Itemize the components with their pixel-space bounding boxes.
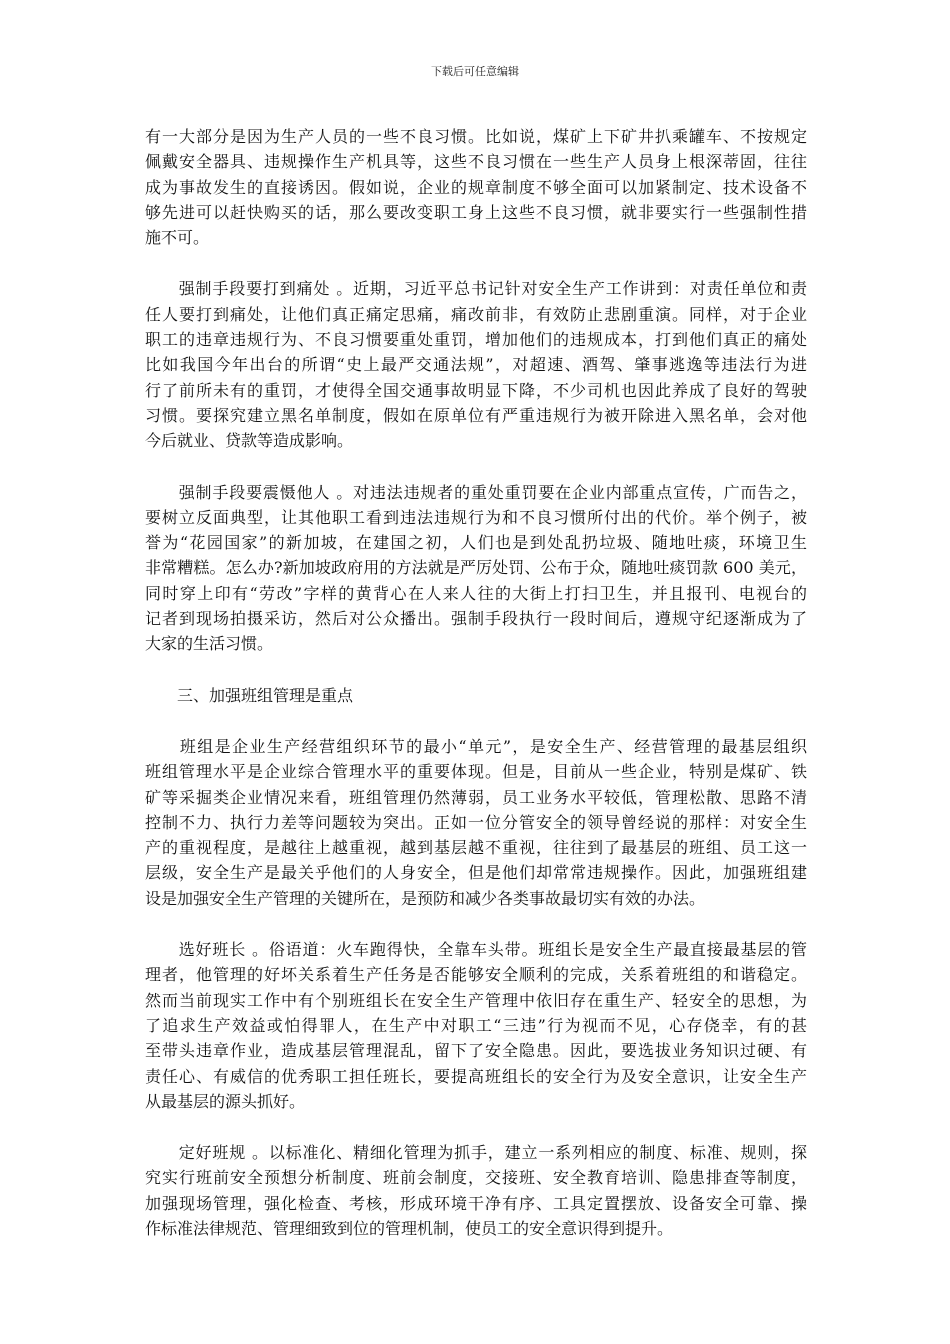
text-line: 作标准法律规范、管理细致到位的管理机制，使员工的安全意识得到提升。	[145, 1218, 674, 1238]
paragraph-p7	[145, 1140, 807, 1241]
text-line: 习惯。要探究建立黑名单制度，假如在原单位有严重违规行为被开除进入黑名单，会对他	[145, 405, 807, 425]
text-line: 同时穿上印有“劳改”字样的黄背心在人来人往的大街上打扫卫生，并且报刊、电视台的	[145, 583, 807, 603]
text-line: 至带头违章作业，造成基层管理混乱，留下了安全隐患。因此，要选拔业务知识过硬、有	[145, 1041, 807, 1061]
paragraph-spacer	[145, 911, 807, 937]
text-line: 强制手段要震慑他人 。对违法违规者的重处重罚要在企业内部重点宣传，广而告之，	[145, 482, 807, 502]
paragraph-spacer	[145, 454, 807, 480]
paragraph-p1	[145, 124, 807, 250]
text-line: 设是加强安全生产管理的关键所在，是预防和减少各类事故最切实有效的办法。	[145, 888, 706, 908]
text-line: 有一大部分是因为生产人员的一些不良习惯。比如说，煤矿上下矿井扒乘罐车、不按规定	[145, 127, 807, 146]
text-line: 任人要打到痛处，让他们真正痛定思痛，痛改前非，有效防止悲剧重演。同样，对于企业	[145, 304, 807, 324]
text-line: 大家的生活习惯。	[145, 634, 274, 654]
text-line: 强制手段要打到痛处 。近期，习近平总书记针对安全生产工作讲到：对责任单位和责	[145, 279, 807, 299]
paragraph-spacer	[145, 708, 807, 734]
text-line: 要树立反面典型，让其他职工看到违法违规行为和不良习惯所付出的代价。举个例子，被	[145, 507, 807, 527]
text-line: 今后就业、贷款等造成影响。	[145, 431, 354, 451]
paragraph-p2	[145, 276, 807, 453]
paragraph-p5	[145, 734, 807, 911]
text-line: 班组是企业生产经营组织环节的最小“单元”，是安全生产、经营管理的最基层组织	[145, 736, 807, 756]
text-line: 加强现场管理，强化检查、考核，形成环境干净有序、工具定置摆放、设备安全可靠、操	[145, 1193, 807, 1213]
text-line: 层级，安全生产是最关乎他们的人身安全，但是他们却常常违规操作。因此，加强班组建	[145, 863, 807, 883]
text-line: 理者，他管理的好坏关系着生产任务是否能够安全顺利的完成，关系着班组的和谐稳定。	[145, 965, 807, 985]
text-line: 施不可。	[145, 228, 210, 248]
text-line: 够先进可以赶快购买的话，那么要改变职工身上这些不良习惯，就非要实行一些强制性措	[145, 202, 807, 222]
paragraph-p6	[145, 937, 807, 1114]
paragraph-spacer	[145, 657, 807, 683]
document-body	[145, 124, 807, 1241]
text-line: 班组管理水平是企业综合管理水平的重要体现。但是，目前从一些企业，特别是煤矿、铁	[145, 762, 807, 782]
text-line: 比如我国今年出台的所谓“史上最严交通法规”，对超速、酒驾、肇事逃逸等违法行为进	[145, 355, 807, 375]
paragraph-p3	[145, 480, 807, 657]
paragraph-spacer	[145, 250, 807, 276]
text-line: 矿等采掘类企业情况来看，班组管理仍然薄弱，员工业务水平较低，管理松散、思路不清	[145, 787, 807, 807]
text-line: 了追求生产效益或怕得罪人，在生产中对职工“三违”行为视而不见，心存侥幸，有的甚	[145, 1015, 807, 1035]
page-header: 下载后可任意编辑	[431, 65, 519, 78]
text-line: 产的重视程度，是越往上越重视，越到基层越不重视，往往到了最基层的班组、员工这一	[145, 838, 807, 858]
paragraph-spacer	[145, 1114, 807, 1140]
text-line: 行了前所未有的重罚，才使得全国交通事故明显下降，不少司机也因此养成了良好的驾驶	[145, 380, 807, 400]
text-line: 三、加强班组管理是重点	[145, 685, 354, 705]
text-line: 职工的违章违规行为、不良习惯要重处重罚，增加他们的违规成本，打到他们真正的痛处	[145, 330, 807, 350]
paragraph-p4	[145, 683, 807, 708]
text-line: 从最基层的源头抓好。	[145, 1091, 306, 1111]
text-line: 记者到现场拍摄采访，然后对公众播出。强制手段执行一段时间后，遵规守纪逐渐成为了	[145, 609, 807, 629]
text-line: 责任心、有威信的优秀职工担任班长，要提高班组长的安全行为及安全意识，让安全生产	[145, 1066, 807, 1086]
text-line: 誉为“花园国家”的新加坡，在建国之初，人们也是到处乱扔垃圾、随地吐痰，环境卫生	[145, 533, 807, 553]
text-line: 成为事故发生的直接诱因。假如说，企业的规章制度不够全面可以加紧制定、技术设备不	[145, 177, 807, 197]
text-line: 非常糟糕。怎么办?新加坡政府用的方法就是严厉处罚、公布于众，随地吐痰罚款 600 美元，	[145, 558, 807, 578]
text-line: 佩戴安全器具、违规操作生产机具等，这些不良习惯在一些生产人员身上根深蒂固，往往	[145, 152, 807, 172]
text-line: 然而当前现实工作中有个别班组长在安全生产管理中依旧存在重生产、轻安全的思想，为	[145, 990, 807, 1010]
text-line: 控制不力、执行力差等问题较为突出。正如一位分管安全的领导曾经说的那样：对安全生	[145, 812, 807, 832]
text-line: 定好班规 。以标准化、精细化管理为抓手，建立一系列相应的制度、标准、规则，探	[145, 1143, 807, 1163]
text-line: 选好班长 。俗语道：火车跑得快，全靠车头带。班组长是安全生产最直接最基层的管	[145, 940, 807, 960]
text-line: 究实行班前安全预想分析制度、班前会制度，交接班、安全教育培训、隐患排查等制度，	[145, 1168, 807, 1188]
